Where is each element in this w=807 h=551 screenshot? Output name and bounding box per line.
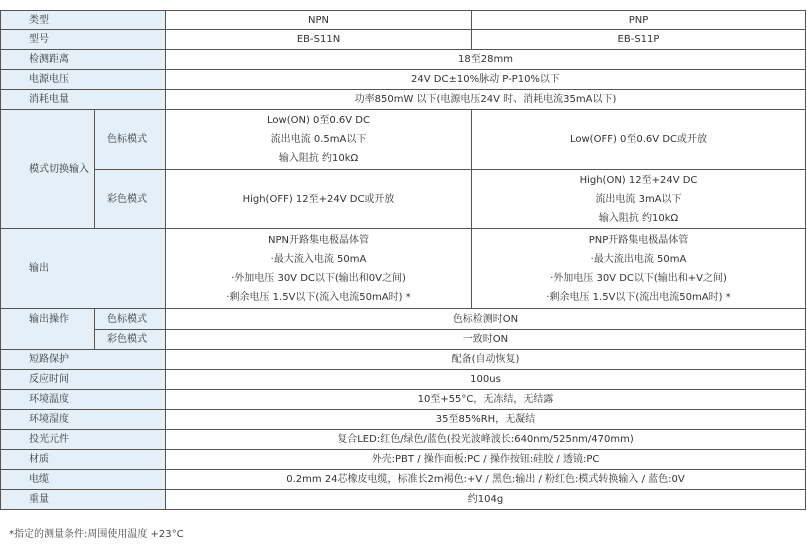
material-row	[1, 450, 806, 470]
short-circuit-row	[1, 350, 806, 370]
supply-voltage-row	[1, 70, 806, 90]
ambient-temp-label: 环境温度	[1, 390, 166, 410]
detect-distance-value: 18至28mm	[166, 50, 806, 70]
text-line: ·外加电压 30V DC以下(输出和0V之间)	[231, 272, 406, 284]
emitter-label: 投光元件	[1, 430, 166, 450]
detect-distance-row	[1, 50, 806, 70]
cable-value: 0.2mm 24芯橡皮电缆，标准长2m褐色:+V / 黑色:输出 / 粉红色:模式转换输入 / 蓝色:0V	[166, 470, 806, 490]
supply-voltage-value: 24V DC±10%脉动 P-P10%以下	[166, 70, 806, 90]
mode-switch-color-npn: High(OFF) 12至+24V DC或开放	[166, 170, 472, 229]
mode-switch-color-pnp	[472, 170, 806, 229]
text-line: PNP开路集电极晶体管	[588, 234, 689, 246]
model-npn: EB-S11N	[166, 30, 472, 50]
cable-row	[1, 470, 806, 490]
power-consumption-row	[1, 90, 806, 110]
weight-row	[1, 490, 806, 510]
text-line: ·最大流入电流 50mA	[270, 253, 367, 265]
weight-value: 约104g	[166, 490, 806, 510]
mode-switch-color-mark-pnp: Low(OFF) 0至0.6V DC或开放	[472, 110, 806, 170]
ambient-humidity-value: 35至85%RH，无凝结	[166, 410, 806, 430]
model-row	[1, 30, 806, 50]
mode-switch-color-mark-npn	[166, 110, 472, 170]
output-operation-label: 输出操作	[1, 309, 95, 350]
mode-switch-label: 模式切换输入	[1, 110, 95, 229]
power-consumption-label: 消耗电量	[1, 90, 166, 110]
text-line: 输入阻抗 约10kΩ	[598, 212, 679, 224]
ambient-temp-value: 10至+55°C，无冻结，无结露	[166, 390, 806, 410]
model-label: 型号	[1, 30, 166, 50]
text-line: ·外加电压 30V DC以下(输出和+V之间)	[550, 272, 727, 284]
mode-switch-row-1	[1, 110, 806, 170]
output-operation-color-value: 一致时ON	[166, 330, 806, 350]
supply-voltage-label: 电源电压	[1, 70, 166, 90]
footnote: *指定的测量条件:周围使用温度 +23°C	[9, 529, 184, 540]
detect-distance-label: 检测距离	[1, 50, 166, 70]
text-line: High(ON) 12至+24V DC	[579, 174, 698, 186]
short-circuit-label: 短路保护	[1, 350, 166, 370]
cable-label: 电缆	[1, 470, 166, 490]
output-operation-color-mark-value: 色标检测时ON	[166, 309, 806, 330]
output-npn	[166, 229, 472, 309]
response-time-value: 100us	[166, 370, 806, 390]
text-line: 输入阻抗 约10kΩ	[278, 153, 359, 164]
emitter-value: 复合LED:红色/绿色/蓝色(投光波峰波长:640nm/525nm/470mm)	[166, 430, 806, 450]
text-line: Low(ON) 0至0.6V DC	[267, 115, 370, 126]
output-operation-row-1	[1, 309, 806, 330]
output-label: 输出	[1, 229, 166, 309]
npn-header: NPN	[166, 11, 472, 30]
model-pnp: EB-S11P	[472, 30, 806, 50]
text-line: ·剩余电压 1.5V以下(流入电流50mA时) *	[226, 291, 411, 303]
mode-switch-color-mark-label: 色标模式	[95, 110, 166, 170]
response-time-row	[1, 370, 806, 390]
pnp-header: PNP	[472, 11, 806, 30]
short-circuit-value: 配备(自动恢复)	[166, 350, 806, 370]
output-row	[1, 229, 806, 309]
mode-switch-row-2	[1, 170, 806, 229]
material-label: 材质	[1, 450, 166, 470]
power-consumption-value: 功率850mW 以下(电源电压24V 时、消耗电流35mA以下)	[166, 90, 806, 110]
mode-switch-color-label: 彩色模式	[95, 170, 166, 229]
text-line: 流出电流 0.5mA以下	[270, 134, 367, 145]
output-pnp	[472, 229, 806, 309]
text-line: ·最大流出电流 50mA	[590, 253, 687, 265]
type-row	[1, 11, 806, 30]
weight-label: 重量	[1, 490, 166, 510]
material-value: 外壳:PBT / 操作面板:PC / 操作按钮:硅胶 / 透镜:PC	[166, 450, 806, 470]
ambient-temp-row	[1, 390, 806, 410]
text-line: NPN开路集电极晶体管	[268, 234, 369, 246]
response-time-label: 反应时间	[1, 370, 166, 390]
type-label: 类型	[1, 11, 166, 30]
spec-table	[0, 10, 806, 510]
output-operation-color-mark-label: 色标模式	[95, 309, 166, 330]
ambient-humidity-label: 环境湿度	[1, 410, 166, 430]
text-line: 流出电流 3mA以下	[595, 193, 682, 205]
emitter-row	[1, 430, 806, 450]
ambient-humidity-row	[1, 410, 806, 430]
output-operation-row-2	[1, 330, 806, 350]
text-line: ·剩余电压 1.5V以下(流出电流50mA时) *	[546, 291, 731, 303]
output-operation-color-label: 彩色模式	[95, 330, 166, 350]
